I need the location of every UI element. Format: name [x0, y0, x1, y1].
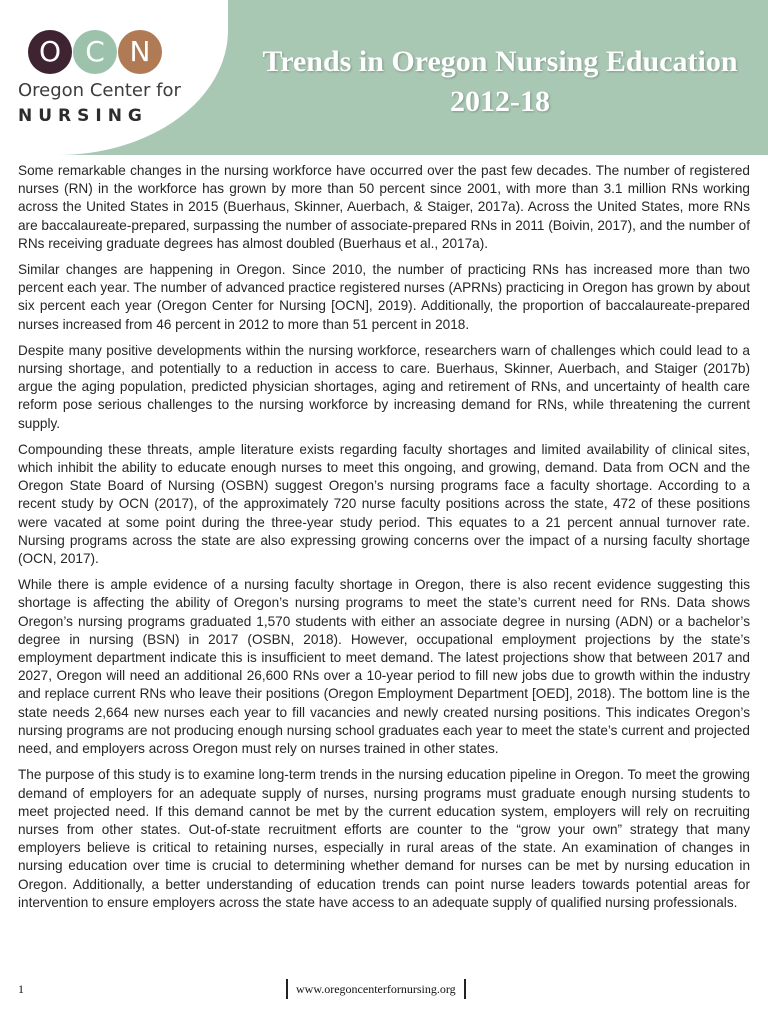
ocn-logo[interactable]	[18, 30, 181, 130]
title-line2: 2012-18	[450, 85, 550, 118]
logo-letter-c: C	[73, 30, 117, 74]
footer-website-link[interactable]: www.oregoncenterfornursing.org	[286, 979, 466, 999]
title-line1: Trends in Oregon Nursing Education	[262, 45, 738, 78]
paragraph: The purpose of this study is to examine long-term trends in the nursing education pipeline in Oregon. To meet the growing demand of employers for an adequate supply of nurses, nursing programs must graduate enough nursing students to meet projected need. If this demand cannot be met by the current education system, employers will rely on recruiting nurses from other states. Out-of-state recruitment efforts are counter to the “grow your own” strategy that many employers believe is critical to retaining nurses, especially in rural areas of the state. An examination of changes in nursing education over time is crucial to determining whether demand for nurses can be met by nursing education in Oregon. Additionally, a better understanding of education trends can point nurse leaders towards potential areas for intervention to ensure employers across the state have access to an adequate supply of qualified nursing professionals.	[18, 767, 750, 910]
logo-letter-o: O	[28, 30, 72, 74]
paragraph: Some remarkable changes in the nursing workforce have occurred over the past few decades. The number of registered nurses (RN) in the workforce has grown by more than 50 percent since 2001, with more than 3.1 million RNs working across the United States in 2015 (Buerhaus, Skinner, Auerbach, & Staiger, 2017a). Across the United States, more RNs are baccalaureate-prepared, surpassing the number of associate-prepared RNs in 2011 (Boivin, 2017), and the number of RNs receiving graduate degrees has almost doubled (Buerhaus et al., 2017a).	[18, 163, 750, 251]
org-name-line1: Oregon Center for	[18, 80, 181, 101]
page-number: 1	[18, 982, 24, 996]
paragraph: While there is ample evidence of a nursing faculty shortage in Oregon, there is also recent evidence suggesting this shortage is affecting the ability of Oregon’s nursing programs to meet the state’s current need for RNs. Data shows Oregon’s nursing programs graduated 1,570 students with either an associate degree in nursing (ADN) or a bachelor’s degree in nursing (BSN) in 2017 (OSBN, 2018). However, occupational employment projections by the state’s employment department indicate this is insufficient to meet demand. The latest projections show that between 2017 and 2027, Oregon will need an additional 26,600 RNs over a 10-year period to fill new jobs due to growth within the industry and replace current RNs who leave their positions (Oregon Employment Department [OED], 2018). The bottom line is the state needs 2,664 new nurses each year to fill vacancies and newly created nursing positions. This indicates Oregon’s nursing programs are not producing enough nursing school graduates each year to meet the state’s current and projected need, and employers across Oregon must rely on nurses trained in other states.	[18, 577, 750, 757]
page-footer	[0, 978, 768, 1002]
logo-letter-n: N	[118, 30, 162, 74]
body-text	[18, 162, 750, 920]
paragraph: Compounding these threats, ample literature exists regarding faculty shortages and limited availability of clinical sites, which inhibit the ability to educate enough nurses to meet this ongoing, and growing, demand. Data from OCN and the Oregon State Board of Nursing (OSBN) suggest Oregon’s nursing programs face a faculty shortage. According to a recent study by OCN (2017), of the approximately 720 nurse faculty positions across the state, 472 of these positions were vacated at some point during the three-year study period. This equates to a 21 percent annual turnover rate. Nursing programs across the state are also expressing growing concerns over the impact of a nursing faculty shortage (OCN, 2017).	[18, 441, 750, 567]
page-title	[240, 42, 760, 122]
org-name-line2: NURSING	[18, 106, 148, 126]
paragraph: Despite many positive developments within the nursing workforce, researchers warn of challenges which could lead to a nursing shortage, and potentially to a reduction in access to care. Buerhaus, Skinner, Auerbach, and Staiger (2017b) argue the aging population, predicted physician shortages, aging and retirement of RNs, and uncertainty of health care reform pose serious challenges to the nursing workforce by increasing demand for RNs, while threatening the current supply.	[18, 342, 750, 431]
paragraph: Similar changes are happening in Oregon. Since 2010, the number of practicing RNs has increased more than two percent each year. The number of advanced practice registered nurses (APRNs) practicing in Oregon has grown by about six percent each year (Oregon Center for Nursing [OCN], 2019). Additionally, the proportion of baccalaureate-prepared nurses increased from 46 percent in 2012 to more than 51 percent in 2018.	[18, 262, 750, 332]
